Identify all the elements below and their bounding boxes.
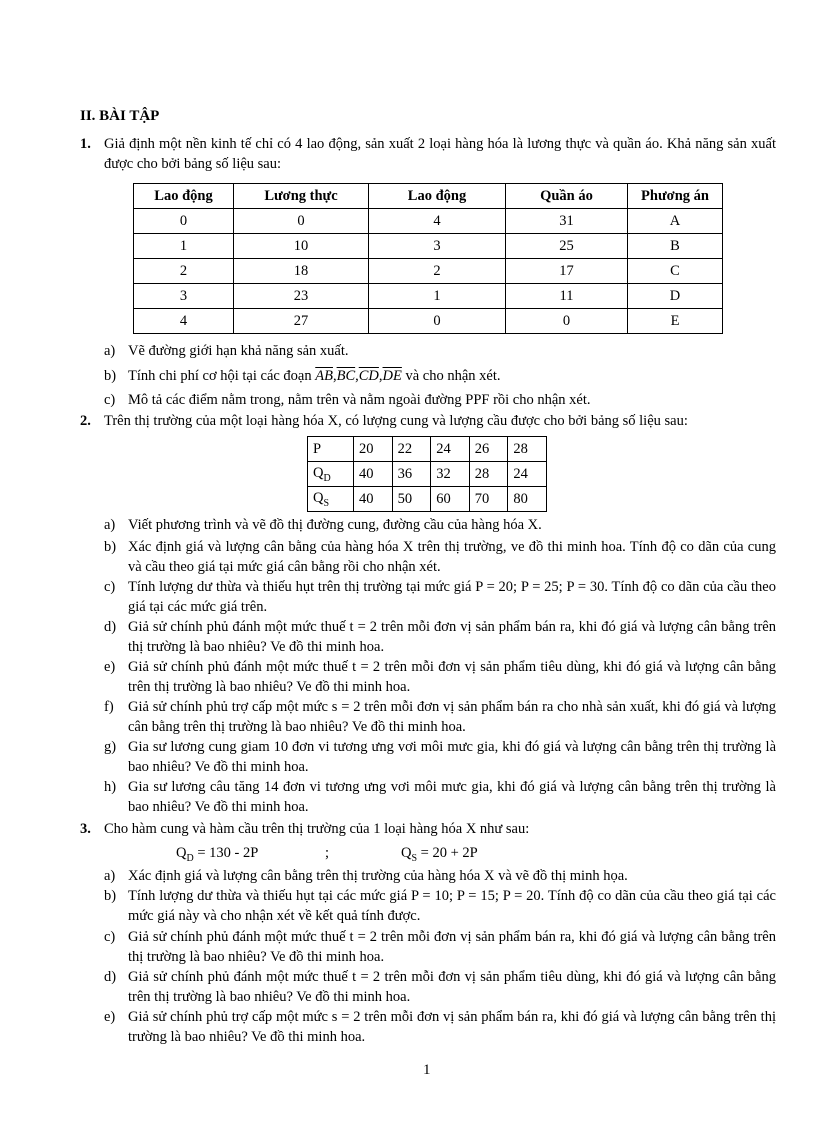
col-header-food: Lương thực xyxy=(234,184,369,209)
item-text: Viết phương trình và vẽ đồ thị đường cung, đường cầu của hàng hóa X. xyxy=(128,517,542,533)
question-1c xyxy=(104,390,776,410)
question-2c xyxy=(104,577,776,617)
table-cell: 1 xyxy=(369,284,506,309)
qs-letter: Q xyxy=(313,489,324,506)
question-1a xyxy=(104,341,776,361)
item-text: Xác định giá và lượng cân bằng của hàng hóa X trên thị trường, ve đồ thi minh hoa. Tính độ co dãn của cung và cầu theo giá tại mức giá cân bằng rồi cho nhận xét. xyxy=(128,539,776,575)
table-cell: 25 xyxy=(506,234,628,259)
item-text: Mô tả các điểm nằm trong, nằm trên và nằm ngoài đường PPF rồi cho nhận xét. xyxy=(128,392,591,408)
segment-ab: $\overline{AB}$ xyxy=(315,368,333,384)
item-text: Vẽ đường giới hạn khả năng sản xuất. xyxy=(128,343,349,359)
eq-subscript: D xyxy=(186,852,194,864)
question-2h xyxy=(104,777,776,817)
col-header-clothes: Quần áo xyxy=(506,184,628,209)
qd-letter: Q xyxy=(313,464,324,481)
table-row xyxy=(134,209,723,234)
table-cell: 22 xyxy=(392,437,431,462)
table-row-qd xyxy=(308,462,547,487)
table-row xyxy=(134,284,723,309)
item-text: Giả sử chính phủ trợ cấp một mức s = 2 trên mỗi đơn vị sản phẩm bán ra, khi đó giá và lượng cân bằng trên thị trường là bao nhiêu? Ve đồ thi minh hoa. xyxy=(128,1009,776,1045)
table-cell: 0 xyxy=(134,209,234,234)
table-row-price xyxy=(308,437,547,462)
table-cell: 18 xyxy=(234,259,369,284)
row-label-qs xyxy=(308,487,354,512)
question-2g xyxy=(104,737,776,777)
table-cell: 40 xyxy=(354,487,393,512)
question-2d xyxy=(104,617,776,657)
question-2e xyxy=(104,657,776,697)
table-cell: 1 xyxy=(134,234,234,259)
item-text: Giả sử chính phủ đánh một mức thuế t = 2 trên mỗi đơn vị sản phẩm tiêu dùng, khi đó giá và lượng cân bằng trên thị trường là bao nhiêu? Ve đồ thi minh hoa. xyxy=(128,659,776,695)
table-cell: D xyxy=(628,284,723,309)
question-1b xyxy=(104,366,776,386)
item-label: b) xyxy=(104,539,117,555)
production-table xyxy=(133,183,723,334)
table-header-row xyxy=(134,184,723,209)
item-text: Giả sử chính phủ đánh một mức thuế t = 2 trên mỗi đơn vị sản phẩm bán ra, khi đó giá và lượng cân bằng trên thị trường là bao nhiêu? Ve đồ thi minh hoa. xyxy=(128,619,776,655)
table-cell: A xyxy=(628,209,723,234)
question-3-number: 3. xyxy=(80,821,91,837)
eq-q-letter: Q xyxy=(176,845,187,861)
equation-separator: ; xyxy=(325,845,330,861)
table-cell: 23 xyxy=(234,284,369,309)
question-3d xyxy=(104,967,776,1007)
table-cell: 20 xyxy=(354,437,393,462)
question-3e xyxy=(104,1007,776,1047)
table-cell: E xyxy=(628,309,723,334)
table-cell: 0 xyxy=(369,309,506,334)
question-3b xyxy=(104,886,776,926)
col-header-option: Phương án xyxy=(628,184,723,209)
table-cell: 31 xyxy=(506,209,628,234)
qd-subscript: D xyxy=(323,472,331,484)
segment-de: $\overline{DE}$ xyxy=(382,368,402,384)
segment-cd: $\overline{CD}$ xyxy=(358,368,379,384)
item-text: Giả sử chính phủ đánh một mức thuế t = 2 trên mỗi đơn vị sản phẩm tiêu dùng, khi đó giá và lượng cân bằng trên thị trường là bao nhiêu? Ve đồ thi minh hoa. xyxy=(128,969,776,1005)
question-3c xyxy=(104,927,776,967)
row-label-qd xyxy=(308,462,354,487)
table-cell: 80 xyxy=(508,487,547,512)
item-label: h) xyxy=(104,779,117,795)
item-label: b) xyxy=(104,888,117,904)
question-1-number: 1. xyxy=(80,136,91,152)
page-number: 1 xyxy=(423,1062,431,1078)
item-label: c) xyxy=(104,392,116,408)
item-label: a) xyxy=(104,868,116,884)
table-cell: 24 xyxy=(431,437,470,462)
table-cell: 27 xyxy=(234,309,369,334)
table-cell: 4 xyxy=(134,309,234,334)
item-label: f) xyxy=(104,699,114,715)
table-cell: 10 xyxy=(234,234,369,259)
eq-rhs: = 20 + 2P xyxy=(417,845,478,861)
table-cell: 28 xyxy=(508,437,547,462)
item-text: Gia sư lương câu tăng 14 đơn vi tương ưng vơi môi mưc gia, khi đó giá và lượng cân bằng trên thị trường là bao nhiêu? Ve đồ thi minh hoa. xyxy=(128,779,776,815)
question-2a xyxy=(104,515,776,535)
question-2-number: 2. xyxy=(80,413,91,429)
table-cell: C xyxy=(628,259,723,284)
item-text: Tính lượng dư thừa và thiếu hụt trên thị trường tại mức giá P = 20; P = 25; P = 30. Tính độ co dãn của cầu theo giá tại các mức giá trên. xyxy=(128,579,776,615)
table-row xyxy=(134,259,723,284)
question-2b xyxy=(104,537,776,577)
demand-equation xyxy=(176,845,258,864)
table-cell: 17 xyxy=(506,259,628,284)
eq-q-letter: Q xyxy=(401,845,412,861)
table-cell: 0 xyxy=(234,209,369,234)
qs-subscript: S xyxy=(323,497,330,509)
item-label: d) xyxy=(104,969,117,985)
eq-subscript: S xyxy=(411,852,418,864)
item-label: e) xyxy=(104,659,116,675)
table-cell: 70 xyxy=(469,487,508,512)
item-text: Tính lượng dư thừa và thiếu hụt tại các mức giá P = 10; P = 15; P = 20. Tính độ co dãn của cầu theo giá tại các mức giá này và cho nhận xét về kết quả tính được. xyxy=(128,888,776,924)
col-header-labor-food: Lao động xyxy=(134,184,234,209)
table-cell: 2 xyxy=(134,259,234,284)
table-row xyxy=(134,309,723,334)
table-cell: B xyxy=(628,234,723,259)
eq-rhs: = 130 - 2P xyxy=(193,845,259,861)
item-label: c) xyxy=(104,929,116,945)
table-row-qs xyxy=(308,487,547,512)
table-cell: 0 xyxy=(506,309,628,334)
item-text: Giả sử chính phủ trợ cấp một mức s = 2 trên mỗi đơn vị sản phẩm bán ra cho nhà sản xuất, khi đó giá và lượng cân bằng trên thị trường là bao nhiêu? Ve đồ thi minh hoa. xyxy=(128,699,776,735)
table-cell: 3 xyxy=(369,234,506,259)
question-3a xyxy=(104,866,776,886)
item-text: Gia sư lương cung giam 10 đơn vi tương ưng vơi môi mưc gia, khi đó giá và lượng cân bằng trên thị trường là bao nhiêu? Ve đồ thi minh hoa. xyxy=(128,739,776,775)
item-label: e) xyxy=(104,1009,116,1025)
item-text: Giả sử chính phủ đánh một mức thuế t = 2 trên mỗi đơn vị sản phẩm bán ra, khi đó giá và lượng cân bằng trên thị trường là bao nhiêu? Ve đồ thi minh hoa. xyxy=(128,929,776,965)
item-text-pre: Tính chi phí cơ hội tại các đoạn xyxy=(128,368,312,384)
table-cell: 28 xyxy=(469,462,508,487)
item-label: c) xyxy=(104,579,116,595)
item-label: a) xyxy=(104,343,116,359)
table-cell: 11 xyxy=(506,284,628,309)
segment-bc: $\overline{BC}$ xyxy=(336,368,356,384)
table-cell: 26 xyxy=(469,437,508,462)
item-label: d) xyxy=(104,619,117,635)
table-cell: 4 xyxy=(369,209,506,234)
item-label: a) xyxy=(104,517,116,533)
item-label: b) xyxy=(104,368,117,384)
supply-equation xyxy=(401,845,478,864)
question-3-text: Cho hàm cung và hàm cầu trên thị trường của 1 loại hàng hóa X như sau: xyxy=(104,821,530,837)
question-2f xyxy=(104,697,776,737)
table-cell: 24 xyxy=(508,462,547,487)
item-text: Xác định giá và lượng cân bằng trên thị trường của hàng hóa X và vẽ đồ thị minh họa. xyxy=(128,868,628,884)
section-heading: II. BÀI TẬP xyxy=(80,108,160,124)
item-label: g) xyxy=(104,739,117,755)
table-cell: 60 xyxy=(431,487,470,512)
col-header-labor-clothes: Lao động xyxy=(369,184,506,209)
table-cell: 50 xyxy=(392,487,431,512)
supply-demand-table xyxy=(307,436,547,512)
question-2-text: Trên thị trường của một loại hàng hóa X, có lượng cung và lượng cầu được cho bởi bảng số liệu sau: xyxy=(104,413,688,429)
table-cell: 3 xyxy=(134,284,234,309)
table-cell: 32 xyxy=(431,462,470,487)
table-cell: 2 xyxy=(369,259,506,284)
question-1-text: Giả định một nền kinh tế chỉ có 4 lao động, sản xuất 2 loại hàng hóa là lương thực và quần áo. Khả năng sản xuất được cho bởi bảng số liệu sau: xyxy=(104,136,776,172)
table-cell: 36 xyxy=(392,462,431,487)
item-text: Tính chi phí cơ hội tại các đoạn $\overline{AB},\overline{BC},\overline{CD},\overline{DE}$ và cho nhận xét. xyxy=(128,368,501,384)
table-row xyxy=(134,234,723,259)
item-text-post: và cho nhận xét. xyxy=(405,368,501,384)
table-cell: 40 xyxy=(354,462,393,487)
row-label-p: P xyxy=(308,437,354,462)
